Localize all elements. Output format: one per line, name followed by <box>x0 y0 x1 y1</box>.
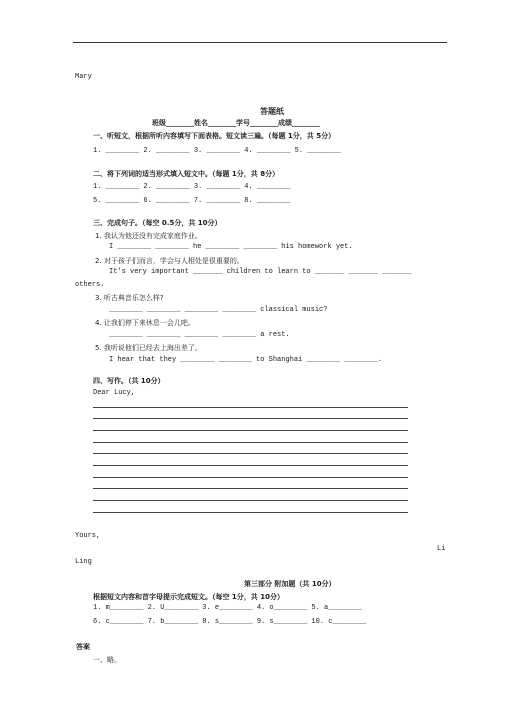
writing-line[interactable] <box>93 407 408 408</box>
section2-row1: 1. ________ 2. ________ 3. ________ 4. ________ <box>93 183 291 191</box>
writing-line[interactable] <box>93 442 408 443</box>
q2-english: It's very important _______ children to learn to _______ _______ _______ <box>109 268 412 276</box>
q3-chinese: 3. 听古典音乐怎么样? <box>95 294 164 302</box>
writing-line[interactable] <box>93 453 408 454</box>
section3-heading: 三、完成句子。（每空 0.5分，共 10分） <box>93 219 222 227</box>
section2-row2: 5. ________ 6. ________ 7. ________ 8. ________ <box>93 197 291 205</box>
section4-heading: 四、写作。（共 10分） <box>93 377 165 385</box>
signature-last: Ling <box>75 558 92 566</box>
answers-heading: 答案 <box>76 643 90 651</box>
section1-blanks: 1. ________ 2. ________ 3. ________ 4. ________ 5. ________ <box>93 147 341 155</box>
part3-row1: 1. m________ 2. U________ 3. e________ 4. o________ 5. a________ <box>93 604 362 612</box>
q5-english: I hear that they ________ ________ to Shanghai ________ ________. <box>109 356 383 364</box>
writing-line[interactable] <box>93 430 408 431</box>
q2-chinese: 2. 对于孩子们而言，学会与人相处是很重要的。 <box>95 257 244 265</box>
q5-chinese: 5. 我听说他们已经去上海出差了。 <box>95 344 202 352</box>
part3-instruction: 根据短文内容和首字母提示完成短文。（每空 1分，共 10分） <box>93 593 284 601</box>
writing-line[interactable] <box>93 418 408 419</box>
part3-title: 第三部分 附加题（共 10分） <box>244 580 336 588</box>
writing-line[interactable] <box>93 488 408 489</box>
q4-english: ________ ________ ________ ________ a rest. <box>109 331 290 339</box>
part3-row2: 6. c________ 7. b________ 8. s________ 9. s________ 10. c________ <box>93 618 367 626</box>
letter-closing: Yours, <box>75 532 101 540</box>
section1-heading: 一、听短文，根据所听内容填写下面表格。短文读三遍。（每题 1分，共 5分） <box>93 132 336 140</box>
letter-greeting: Dear Lucy, <box>93 389 136 397</box>
writing-line[interactable] <box>93 477 408 478</box>
q1-english: I ________ ________ he ________ ________ his homework yet. <box>109 243 353 251</box>
q2-tail: others. <box>75 281 105 289</box>
writing-line[interactable] <box>93 465 408 466</box>
author-name: Mary <box>75 73 92 81</box>
section2-heading: 二、将下列词的适当形式填入短文中。（每题 1分，共 8分） <box>93 170 280 178</box>
q1-chinese: 1. 我认为他还没有完成家庭作业。 <box>95 232 202 240</box>
q4-chinese: 4. 让我们停下来休息一会儿吧。 <box>95 319 195 327</box>
sheet-info-line: 班级________姓名________学号________成绩________ <box>152 119 320 127</box>
writing-line[interactable] <box>93 500 408 501</box>
top-rule <box>73 42 447 43</box>
signature-first: Li <box>437 545 446 553</box>
sheet-title: 答题纸 <box>260 107 284 116</box>
writing-line[interactable] <box>93 512 408 513</box>
q3-english: ________ ________ ________ ________ classical music? <box>109 306 328 314</box>
answers-item1: 一、略。 <box>93 656 121 664</box>
